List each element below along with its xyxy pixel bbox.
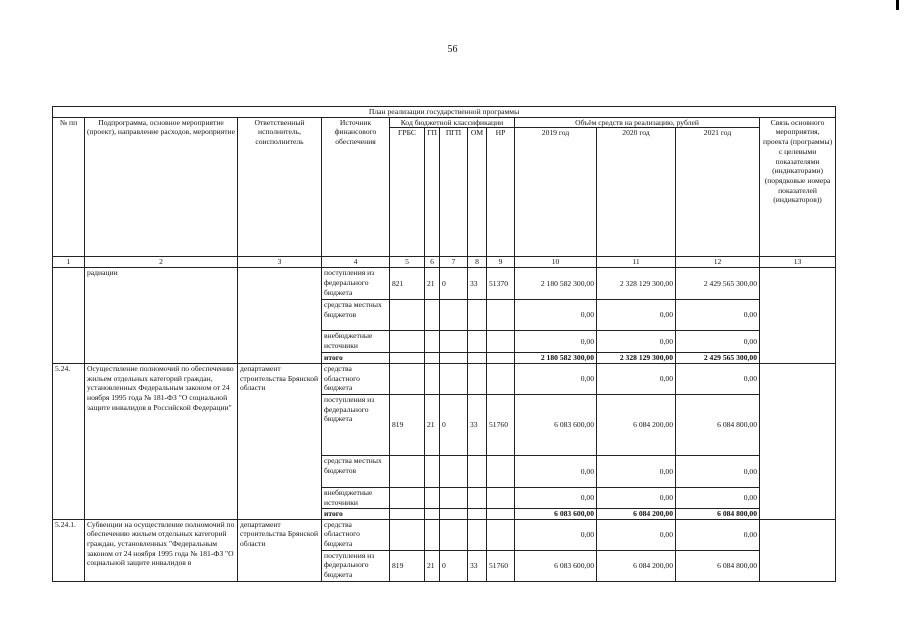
row-2020: 6 084 200,00 xyxy=(597,550,676,581)
table-row xyxy=(53,268,836,300)
row-om: 33 xyxy=(468,550,487,581)
row-2020: 0,00 xyxy=(597,300,676,331)
header-om: ОМ xyxy=(468,128,487,257)
row-link xyxy=(760,268,836,364)
row-2019: 2 180 582 300,00 xyxy=(515,268,597,300)
row-gp: 21 xyxy=(425,268,440,300)
row-source: средства областного бюджета xyxy=(322,519,390,550)
column-number: 1 xyxy=(53,257,85,268)
row-num xyxy=(53,268,85,364)
row-grbs: 819 xyxy=(390,550,425,581)
row-responsible: департамент строительства Брянской области xyxy=(238,519,322,581)
row-2020: 2 328 129 300,00 xyxy=(597,268,676,300)
header-num: № пп xyxy=(53,117,85,257)
row-responsible xyxy=(238,268,322,364)
header-grbs: ГРБС xyxy=(390,128,425,257)
column-number: 3 xyxy=(238,257,322,268)
table-row xyxy=(53,519,836,550)
row-2019: 0,00 xyxy=(515,363,597,394)
row-2021: 0,00 xyxy=(676,519,760,550)
row-source-total: итого xyxy=(322,508,390,519)
row-grbs: 821 xyxy=(390,268,425,300)
row-source-total: итого xyxy=(322,353,390,364)
row-2019: 0,00 xyxy=(515,519,597,550)
row-2020: 0,00 xyxy=(597,363,676,394)
header-gp: ГП xyxy=(425,128,440,257)
table-title-row xyxy=(53,107,836,118)
row-pgp: 0 xyxy=(440,394,468,455)
row-2020: 6 084 200,00 xyxy=(597,394,676,455)
row-2020: 0,00 xyxy=(597,487,676,508)
row-om: 33 xyxy=(468,394,487,455)
row-source: поступления из федерального бюджета xyxy=(322,550,390,581)
column-number-row xyxy=(53,257,836,268)
header-budget-code: Код бюджетной классификации xyxy=(390,117,515,128)
header-subprogram: Подпрограмма, основное мероприятие (проект), направление расходов, мероприятие xyxy=(85,117,238,257)
row-2020: 0,00 xyxy=(597,331,676,353)
row-grbs: 819 xyxy=(390,394,425,455)
row-2021-total: 2 429 565 300,00 xyxy=(676,353,760,364)
row-source: средства областного бюджета xyxy=(322,363,390,394)
row-2021: 0,00 xyxy=(676,300,760,331)
row-pgp: 0 xyxy=(440,268,468,300)
row-source: средства местных бюджетов xyxy=(322,455,390,487)
column-number: 7 xyxy=(440,257,468,268)
row-num: 5.24. xyxy=(53,363,85,519)
header-pgp: ПГП xyxy=(440,128,468,257)
row-gp: 21 xyxy=(425,394,440,455)
row-2019: 0,00 xyxy=(515,300,597,331)
row-2020: 0,00 xyxy=(597,519,676,550)
row-link xyxy=(760,519,836,581)
row-2019: 0,00 xyxy=(515,331,597,353)
row-2021: 0,00 xyxy=(676,487,760,508)
column-number: 9 xyxy=(487,257,515,268)
header-nr: НР xyxy=(487,128,515,257)
header-responsible: Ответственный исполнитель, соисполнитель xyxy=(238,117,322,257)
column-number: 12 xyxy=(676,257,760,268)
page-number: 56 xyxy=(447,44,458,55)
table-row xyxy=(53,363,836,394)
row-2021: 6 084 800,00 xyxy=(676,394,760,455)
table-header-row xyxy=(53,117,836,128)
row-gp: 21 xyxy=(425,550,440,581)
row-2020: 0,00 xyxy=(597,455,676,487)
row-source: внебюджетные источники xyxy=(322,331,390,353)
table-title: План реализации государственной программы xyxy=(53,107,836,118)
header-volume: Объём средств на реализацию, рублей xyxy=(515,117,760,128)
row-nr: 51760 xyxy=(487,394,515,455)
row-responsible: департамент строительства Брянской области xyxy=(238,363,322,519)
column-number: 13 xyxy=(760,257,836,268)
row-pgp: 0 xyxy=(440,550,468,581)
column-number: 4 xyxy=(322,257,390,268)
column-number: 6 xyxy=(425,257,440,268)
row-nr: 51370 xyxy=(487,268,515,300)
row-nr: 51760 xyxy=(487,550,515,581)
row-source: поступления из федерального бюджета xyxy=(322,394,390,455)
row-om: 33 xyxy=(468,268,487,300)
row-num: 5.24.1. xyxy=(53,519,85,581)
row-2021-total: 6 084 800,00 xyxy=(676,508,760,519)
header-2021: 2021 год xyxy=(676,128,760,257)
row-name: Осуществление полномочий по обеспечению жильем отдельных категорий граждан, установленных Федеральным законом от 24 ноября 1995 года № 181-ФЗ "О социальной защите инвалидов в Российской Федерации" xyxy=(85,363,238,519)
column-number: 10 xyxy=(515,257,597,268)
header-link: Связь основного мероприятия, проекта (программы) с целевыми показателями (индикаторами) (порядковые номера показателей (индикаторов)) xyxy=(760,117,836,257)
row-2019: 6 083 600,00 xyxy=(515,550,597,581)
row-2020-total: 6 084 200,00 xyxy=(597,508,676,519)
row-2021: 0,00 xyxy=(676,363,760,394)
row-source: внебюджетные источники xyxy=(322,487,390,508)
header-source: Источник финансового обеспечения xyxy=(322,117,390,257)
row-source: поступления из федерального бюджета xyxy=(322,268,390,300)
row-2019: 6 083 600,00 xyxy=(515,394,597,455)
column-number: 11 xyxy=(597,257,676,268)
program-plan-table xyxy=(52,106,836,582)
row-2019-total: 2 180 582 300,00 xyxy=(515,353,597,364)
row-2021: 0,00 xyxy=(676,331,760,353)
scan-edge-mark xyxy=(896,0,899,10)
row-name: Субвенции на осуществление полномочий по обеспечению жильем отдельных категорий граждан, установленных "Федеральным законом от 24 ноября 1995 года № 181-ФЗ "О социальной защите инвалидов в xyxy=(85,519,238,581)
row-2021: 2 429 565 300,00 xyxy=(676,268,760,300)
column-number: 2 xyxy=(85,257,238,268)
row-2019: 0,00 xyxy=(515,487,597,508)
column-number: 5 xyxy=(390,257,425,268)
row-2020-total: 2 328 129 300,00 xyxy=(597,353,676,364)
header-2019: 2019 год xyxy=(515,128,597,257)
column-number: 8 xyxy=(468,257,487,268)
row-source: средства местных бюджетов xyxy=(322,300,390,331)
row-2019-total: 6 083 600,00 xyxy=(515,508,597,519)
row-link xyxy=(760,363,836,519)
row-name: радиации xyxy=(85,268,238,364)
row-2021: 6 084 800,00 xyxy=(676,550,760,581)
header-2020: 2020 год xyxy=(597,128,676,257)
row-2021: 0,00 xyxy=(676,455,760,487)
row-2019: 0,00 xyxy=(515,455,597,487)
